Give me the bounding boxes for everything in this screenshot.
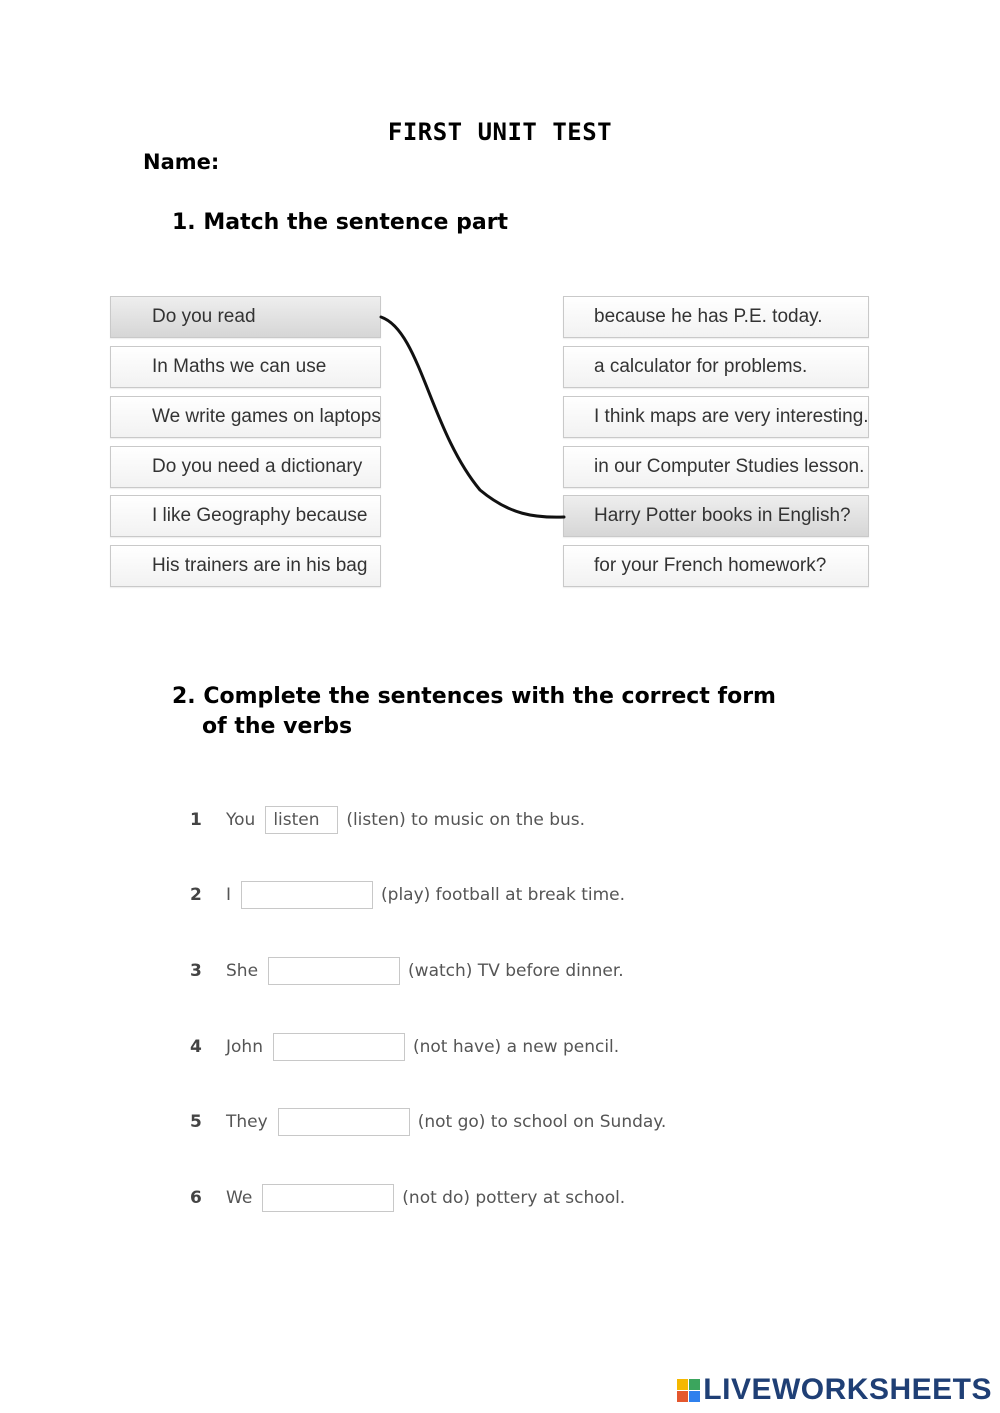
exercise-subject: They	[226, 1112, 268, 1132]
exercise-subject: We	[226, 1188, 253, 1208]
exercise-number: 5	[190, 1112, 202, 1132]
exercise-rest: (play) football at break time.	[381, 885, 626, 905]
exercise-number: 6	[190, 1188, 202, 1208]
exercise-row	[190, 1107, 666, 1137]
match-right-item[interactable]: Harry Potter books in English?	[563, 495, 869, 537]
exercise-subject: John	[226, 1037, 263, 1057]
liveworksheets-logo[interactable]	[677, 1373, 992, 1407]
match-right-item[interactable]: I think maps are very interesting.	[563, 396, 869, 438]
match-right-item[interactable]: a calculator for problems.	[563, 346, 869, 388]
exercise-rest: (watch) TV before dinner.	[408, 961, 624, 981]
answer-input[interactable]: listen	[265, 806, 338, 834]
match-left-item[interactable]: In Maths we can use	[110, 346, 381, 388]
answer-input[interactable]	[268, 957, 400, 985]
section2-heading-line1: 2. Complete the sentences with the correct form	[172, 684, 776, 709]
exercise-rest: (not do) pottery at school.	[402, 1188, 626, 1208]
liveworksheets-logo-text: LIVEWORKSHEETS	[703, 1373, 992, 1406]
match-left-item[interactable]: Do you need a dictionary	[110, 446, 381, 488]
answer-input[interactable]	[241, 881, 373, 909]
exercise-rest: (not have) a new pencil.	[412, 1037, 620, 1057]
exercise-subject: She	[226, 961, 259, 981]
exercise-row	[190, 880, 625, 910]
exercise-subject: You	[226, 810, 256, 830]
exercise-row	[190, 805, 585, 835]
match-right-item[interactable]: for your French homework?	[563, 545, 869, 587]
match-left-item[interactable]: We write games on laptops	[110, 396, 381, 438]
exercise-row	[190, 956, 624, 986]
match-left-item[interactable]: His trainers are in his bag	[110, 545, 381, 587]
exercise-number: 4	[190, 1037, 202, 1057]
match-connector-line	[0, 0, 1000, 700]
match-right-item[interactable]: in our Computer Studies lesson.	[563, 446, 869, 488]
exercise-number: 2	[190, 885, 202, 905]
exercise-rest: (listen) to music on the bus.	[346, 810, 586, 830]
logo-square-icon	[689, 1379, 700, 1390]
section1-heading: 1. Match the sentence part	[172, 210, 509, 235]
answer-input[interactable]	[273, 1033, 405, 1061]
section2-heading-line2: of the verbs	[202, 714, 353, 739]
name-label: Name:	[143, 150, 220, 174]
answer-input[interactable]	[278, 1108, 410, 1136]
exercise-number: 3	[190, 961, 202, 981]
page-title: FIRST UNIT TEST	[387, 118, 613, 146]
exercise-subject: I	[226, 885, 232, 905]
logo-square-icon	[677, 1391, 688, 1402]
exercise-row	[190, 1183, 625, 1213]
match-left-item[interactable]: I like Geography because	[110, 495, 381, 537]
answer-input[interactable]	[262, 1184, 394, 1212]
exercise-row	[190, 1032, 619, 1062]
exercise-number: 1	[190, 810, 202, 830]
exercise-rest: (not go) to school on Sunday.	[417, 1112, 667, 1132]
match-right-item[interactable]: because he has P.E. today.	[563, 296, 869, 338]
liveworksheets-logo-icon	[677, 1379, 700, 1402]
section2-heading	[172, 682, 852, 742]
match-left-item[interactable]: Do you read	[110, 296, 381, 338]
logo-square-icon	[689, 1391, 700, 1402]
logo-square-icon	[677, 1379, 688, 1390]
